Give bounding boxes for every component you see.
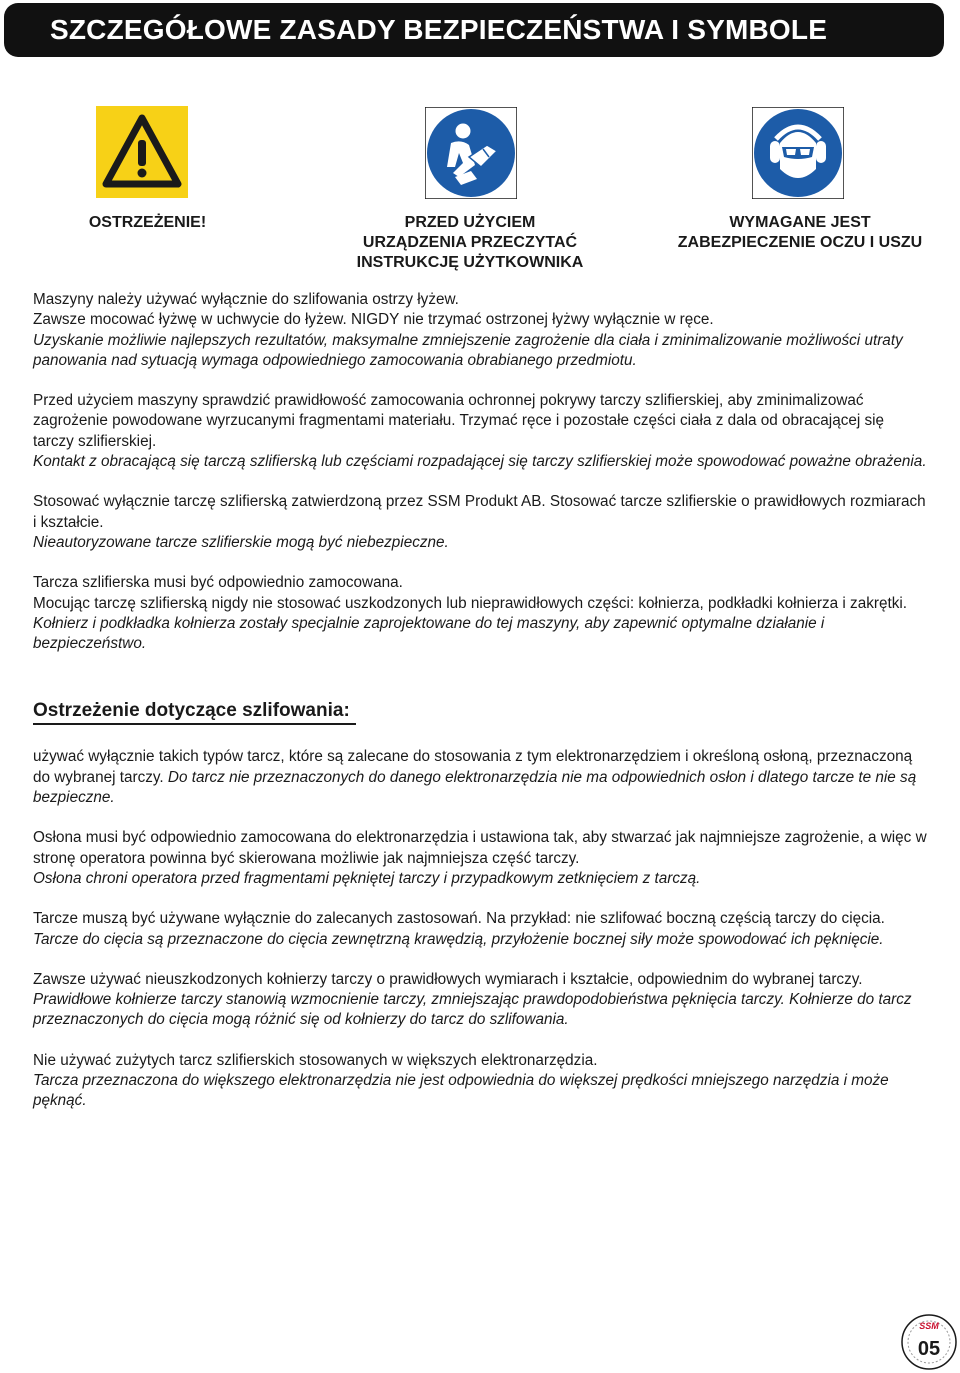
guard-paragraph: Kontakt z obracającą się tarczą szlifierską lub częściami rozpadającej się tarczy szlifierskiej może spowodować poważne obrażenia.: [33, 453, 927, 471]
mounting-paragraph: Tarcza szlifierska musi być odpowiednio zamocowana.: [33, 574, 403, 592]
ssm-logo: SSM: [919, 1321, 939, 1331]
wheel-paragraph: Nieautoryzowane tarcze szlifierskie mogą być niebezpieczne.: [33, 533, 449, 551]
grinding-item: używać wyłącznie takich typów tarcz, które są zalecane do stosowania z tym elektronarzędziem i określoną osłoną, przeznaczoną do wybranej tarczy. Do tarcz nie przeznaczonych do danego elektronarzędzia nie ma odpowiednich osłon i dlatego tarcze te nie są bezpieczne.: [33, 748, 917, 807]
grinding-item: Tarcze muszą być używane wyłącznie do zalecanych zastosowań. Na przykład: nie szlifować boczną częścią tarczy do cięcia. Tarcze do cięcia są przeznaczone do cięcia zewnętrzną krawędzią, przyłożenie bocznej siły może spowodować ich pęknięcie.: [33, 910, 885, 948]
eye-ear-protection-sign: [752, 107, 844, 199]
page-number-badge: [900, 1313, 958, 1371]
protection-caption: WYMAGANE JEST ZABEZPIECZENIE OCZU I USZU: [677, 214, 923, 251]
grinding-item: Nie używać zużytych tarcz szlifierskich stosowanych w większych elektronarzędzia. Tarcza przeznaczona do większego elektronarzędzia nie jest odpowiednia do większej prędkości mniejszego narzędzia i może pęknąć.: [33, 1051, 889, 1110]
eye-ear-protection-icon: [752, 107, 844, 199]
read-manual-sign: [425, 107, 517, 199]
intro-paragraph: Uzyskanie możliwie najlepszych rezultatów, maksymalne zmniejszenie zagrożenie dla ciała i zminimalizowanie możliwości utraty panowania nad sytuacją wymaga odpowiedniego zamocowania obrabianego przedmiotu.: [33, 331, 903, 369]
page-header: [4, 3, 944, 57]
section-heading: Ostrzeżenie dotyczące szlifowania:: [33, 700, 928, 725]
intro-paragraph: Zawsze mocować łyżwę w uchwycie do łyżew. NIGDY nie trzymać ostrzonej łyżwy wyłącznie w ręce.: [33, 311, 714, 329]
page-title: SZCZEGÓŁOWE ZASADY BEZPIECZEŃSTWA I SYMBOLE: [50, 14, 828, 45]
mounting-paragraph: Kołnierz i podkładka kołnierza zostały specjalnie zaprojektowane do tej maszyny, aby zapewnić optymalne działanie i bezpieczeństwo.: [33, 614, 825, 653]
intro-paragraph: Maszyny należy używać wyłącznie do szlifowania ostrzy łyżew.: [33, 291, 459, 308]
grinding-item: Osłona musi być odpowiednio zamocowana do elektronarzędzia i ustawiona tak, aby stwarzać jak najmniejsze zagrożenie, a więc w stronę operatora powinna być skierowana możliwie jak najmniejsza część tarczy. Osłona chroni operatora przed fragmentami pękniętej tarczy i przypadkowym zetknięciem z tarczą.: [33, 829, 927, 887]
guard-paragraph: Przed użyciem maszyny sprawdzić prawidłowość zamocowania ochronnej pokrywy tarczy szlifierskiej, aby zminimalizować zagrożenie powodowane wyrzucanymi fragmentami materiału. Trzymać ręce i pozostałe części ciała z dala od obracającej się tarczy szlifierskiej.: [33, 392, 885, 450]
mounting-paragraph: Mocując tarczę szlifierską nigdy nie stosować uszkodzonych lub nieprawidłowych części: kołnierza, podkładki kołnierza i zakrętki.: [33, 594, 908, 612]
page-number: 05: [917, 1338, 941, 1360]
wheel-paragraph: Stosować wyłącznie tarczę szlifierską zatwierdzoną przez SSM Produkt AB. Stosować tarcze szlifierskie o prawidłowych rozmiarach i kształcie.: [33, 493, 926, 531]
warning-sign: [96, 106, 188, 198]
document-body: [33, 290, 928, 1112]
read-manual-caption: PRZED UŻYCIEM URZĄDZENIA PRZECZYTAĆ INSTRUKCJĘ UŻYTKOWNIKA: [356, 214, 584, 271]
warning-triangle-icon: [96, 106, 188, 198]
warning-caption: OSTRZEŻENIE!: [88, 214, 207, 231]
read-manual-icon: [425, 107, 517, 199]
grinding-item: Zawsze używać nieuszkodzonych kołnierzy tarczy o prawidłowych wymiarach i kształcie, odpowiednim do wybranej tarczy. Prawidłowe kołnierze tarczy stanowią wzmocnienie tarczy, zmniejszając prawdopodobieństwa pęknięcia tarczy. Kołnierze do tarcz przeznaczonych do cięcia mogą różnić się od kołnierzy do tarcz do szlifowania.: [33, 970, 912, 1029]
